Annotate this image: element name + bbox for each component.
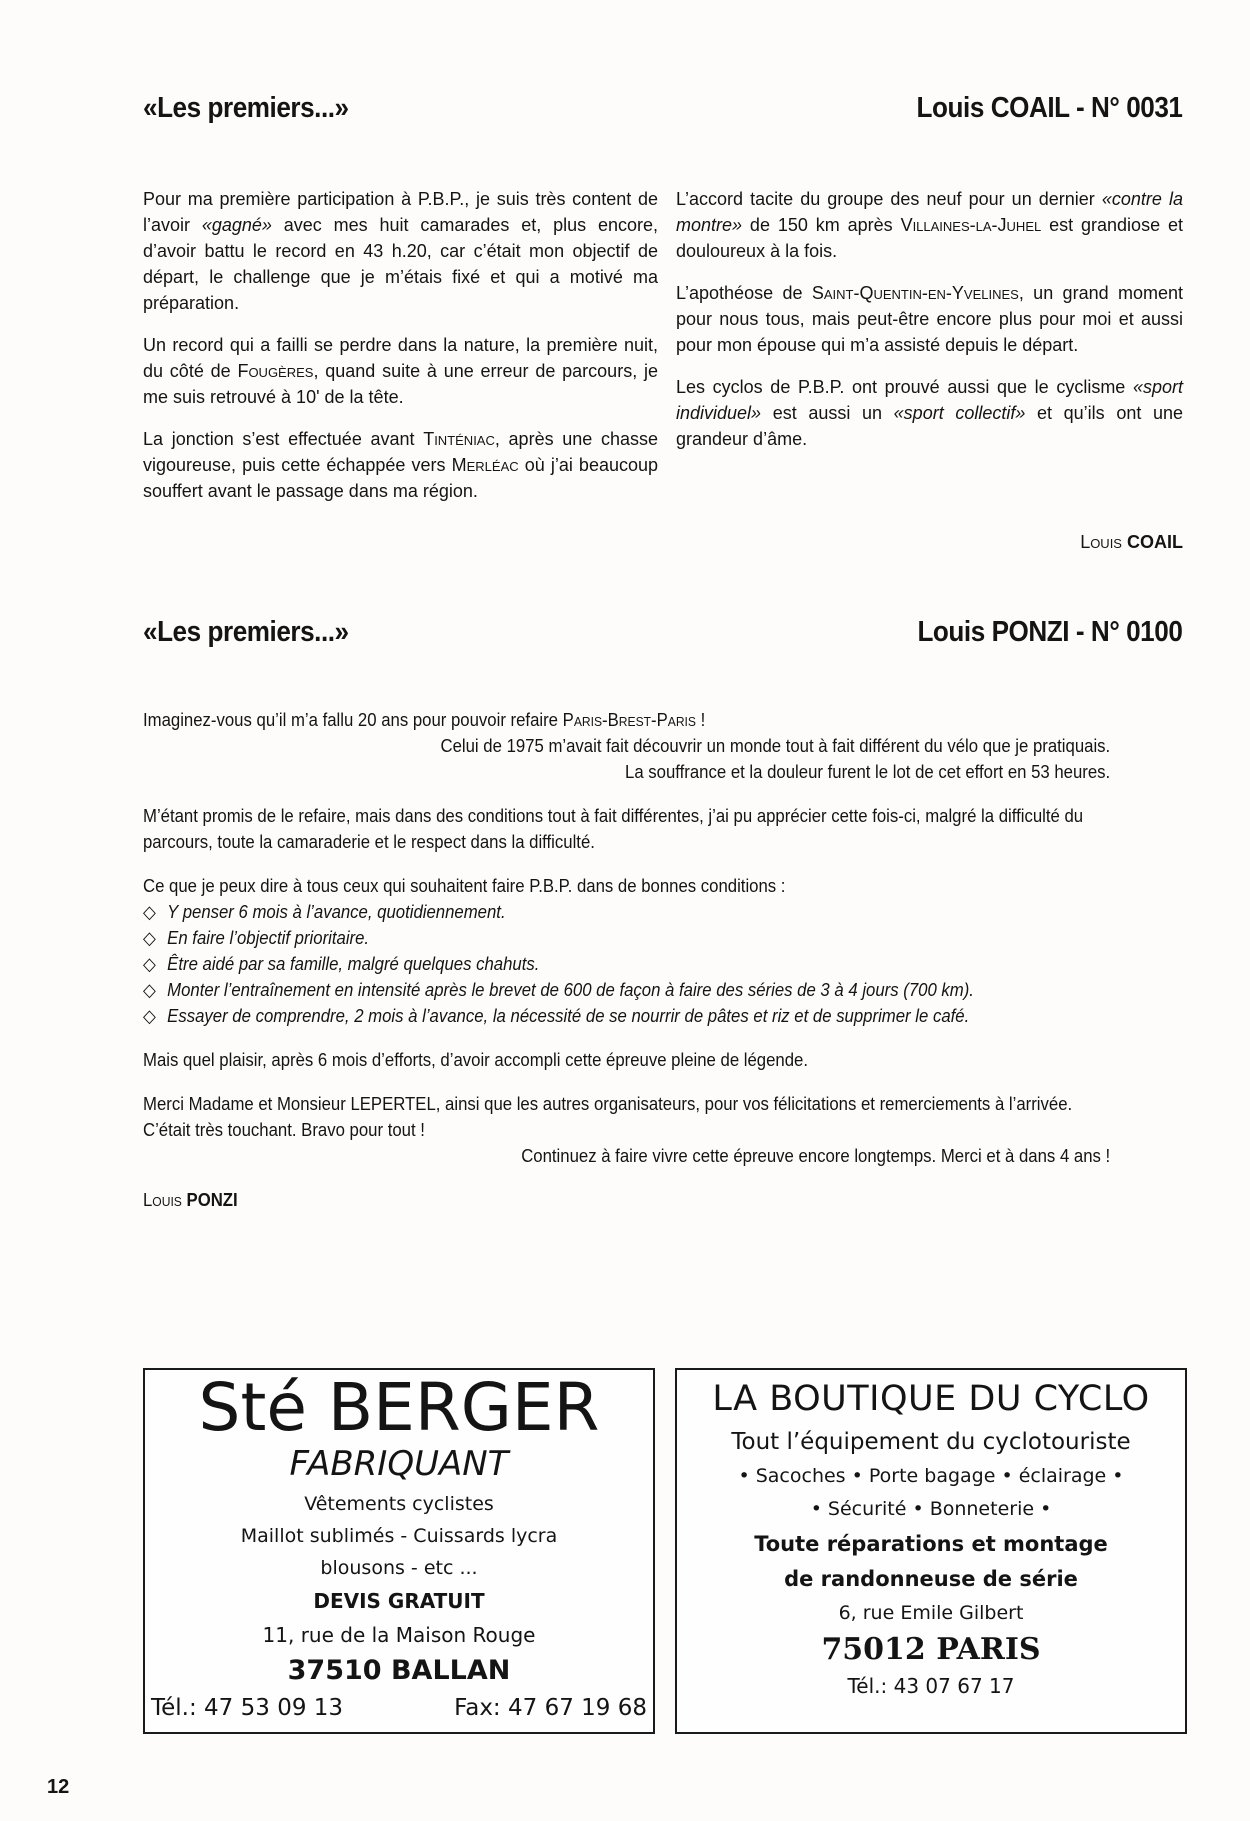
article2-line2: Celui de 1975 m’avait fait découvrir un monde tout à fait différent du vélo que je pratiquais. bbox=[440, 736, 1111, 756]
article1-signature bbox=[1080, 532, 1183, 553]
ad-boutique-name: LA BOUTIQUE DU CYCLO bbox=[712, 1379, 1150, 1419]
ad-berger-line1: Vêtements cyclistes bbox=[304, 1493, 494, 1515]
ad-berger-name: Sté BERGER bbox=[198, 1369, 600, 1446]
ad-boutique-du-cyclo bbox=[675, 1368, 1187, 1734]
article2-para4: Merci Madame et Monsieur LEPERTEL, ainsi que les autres organisateurs, pour vos félicitations et remerciements à l’arrivée. C’était très touchant. Bravo pour tout ! bbox=[143, 1094, 1073, 1140]
signature-last-name: PONZI bbox=[186, 1190, 238, 1210]
paragraph: Un record qui a failli se perdre dans la nature, la première nuit, du côté de Fougères, quand suite à une erreur de parcours, je me suis retrouvé à 10' de la tête. bbox=[143, 335, 658, 407]
bullet-item: ◇ En faire l’objectif prioritaire. bbox=[143, 925, 1110, 951]
paragraph: Les cyclos de P.B.P. ont prouvé aussi que le cyclisme «sport individuel» est aussi un «sport collectif» et qu’ils ont une grandeur d’âme. bbox=[676, 377, 1184, 449]
ad-boutique-line3: • Sécurité • Bonneterie • bbox=[810, 1498, 1052, 1520]
page-number: 12 bbox=[47, 1776, 70, 1798]
bullet-item: ◇ Y penser 6 mois à l’avance, quotidiennement. bbox=[143, 899, 1110, 925]
ad-berger-line2: Maillot sublimés - Cuissards lycra bbox=[240, 1525, 558, 1547]
signature-first-name: Louis bbox=[1080, 532, 1122, 552]
article2-para2: M’étant promis de le refaire, mais dans des conditions tout à fait différentes, j’ai pu apprécier cette fois-ci, malgré la difficulté du parcours, toute la camaraderie et le respect dans la difficulté. bbox=[143, 806, 1084, 852]
diamond-bullet-icon: ◇ bbox=[143, 954, 156, 974]
ad-berger-city: 37510 BALLAN bbox=[287, 1655, 511, 1686]
paragraph: L’apothéose de Saint-Quentin-en-Yvelines, un grand moment pour nous tous, mais peut-être encore plus pour moi et aussi pour mon épouse qui m’a assisté depuis le départ. bbox=[676, 283, 1183, 355]
ad-berger-line3: blousons - etc ... bbox=[320, 1557, 478, 1579]
ad-berger-subtitle: FABRIQUANT bbox=[289, 1444, 509, 1484]
paragraph: La jonction s’est effectuée avant Tinténiac, après une chasse vigoureuse, puis cette échappée vers Merléac où j’ai beaucoup souffert avant le passage dans ma région. bbox=[143, 429, 659, 501]
intro-event-name: Paris-Brest-Paris bbox=[562, 710, 696, 730]
bullet-item: ◇ Essayer de comprendre, 2 mois à l’avance, la nécessité de se nourrir de pâtes et riz et de supprimer le café. bbox=[143, 1003, 1110, 1029]
article2-bullet-list bbox=[143, 899, 1110, 1029]
diamond-bullet-icon: ◇ bbox=[143, 928, 156, 948]
diamond-bullet-icon: ◇ bbox=[143, 980, 156, 1000]
article2-heading-right: Louis PONZI - N° 0100 bbox=[917, 616, 1182, 648]
paragraph: L’accord tacite du groupe des neuf pour un dernier «contre la montre» de 150 km après Villaines-la-Juhel est grandiose et douloureux à la fois. bbox=[676, 189, 1183, 261]
ad-berger-fax: Fax: 47 67 19 68 bbox=[454, 1695, 647, 1721]
ad-boutique-line2: • Sacoches • Porte bagage • éclairage • bbox=[738, 1465, 1124, 1487]
diamond-bullet-icon: ◇ bbox=[143, 1006, 156, 1026]
article2-para3: Mais quel plaisir, après 6 mois d’efforts, d’avoir accompli cette épreuve pleine de légende. bbox=[143, 1050, 809, 1070]
signature-first-name: Louis bbox=[143, 1190, 182, 1210]
ad-berger bbox=[143, 1368, 655, 1734]
ad-boutique-line5: de randonneuse de série bbox=[784, 1567, 1078, 1591]
article1-heading-right: Louis COAIL - N° 0031 bbox=[916, 92, 1182, 124]
ad-berger-address: 11, rue de la Maison Rouge bbox=[262, 1623, 536, 1647]
intro-end: ! bbox=[695, 710, 706, 730]
signature-last-name: COAIL bbox=[1127, 532, 1183, 552]
article2-line3: La souffrance et la douleur furent le lot de cet effort en 53 heures. bbox=[625, 762, 1111, 782]
article2-heading-left: «Les premiers...» bbox=[143, 616, 349, 648]
bullet-item: ◇ Monter l’entraînement en intensité après le brevet de 600 de façon à faire des séries de 3 à 4 jours (700 km). bbox=[143, 977, 1110, 1003]
ad-boutique-line1: Tout l’équipement du cyclotouriste bbox=[731, 1429, 1131, 1455]
ad-boutique-tel: Tél.: 43 07 67 17 bbox=[847, 1674, 1015, 1698]
article1-right-column bbox=[676, 186, 1183, 468]
article2-para5: Continuez à faire vivre cette épreuve encore longtemps. Merci et à dans 4 ans ! bbox=[521, 1146, 1111, 1166]
ad-boutique-address: 6, rue Emile Gilbert bbox=[838, 1602, 1024, 1624]
article2-body bbox=[143, 707, 1110, 1213]
ad-berger-tel: Tél.: 47 53 09 13 bbox=[151, 1695, 344, 1721]
paragraph: Pour ma première participation à P.B.P., je suis très content de l’avoir «gagné» avec mes huit camarades et, plus encore, d’avoir battu le record en 43 h.20, car c’était mon objectif de départ, le challenge que je m’étais fixé et qui a motivé ma préparation. bbox=[143, 189, 658, 313]
intro-text: Imaginez-vous qu’il m’a fallu 20 ans pour pouvoir refaire bbox=[143, 710, 563, 730]
diamond-bullet-icon: ◇ bbox=[143, 902, 156, 922]
article1-left-column bbox=[143, 186, 658, 520]
ad-boutique-city: 75012 PARIS bbox=[821, 1632, 1041, 1667]
article2-intro bbox=[143, 707, 1110, 733]
article1-heading-left: «Les premiers...» bbox=[143, 92, 349, 124]
article2-list-intro: Ce que je peux dire à tous ceux qui souhaitent faire P.B.P. dans de bonnes conditions : bbox=[143, 876, 786, 896]
article2-signature bbox=[143, 1187, 1110, 1213]
ad-berger-contact bbox=[145, 1690, 653, 1726]
ad-boutique-line4: Toute réparations et montage bbox=[754, 1532, 1108, 1556]
bullet-item: ◇ Être aidé par sa famille, malgré quelques chahuts. bbox=[143, 951, 1110, 977]
ad-berger-quote: DEVIS GRATUIT bbox=[313, 1589, 485, 1613]
